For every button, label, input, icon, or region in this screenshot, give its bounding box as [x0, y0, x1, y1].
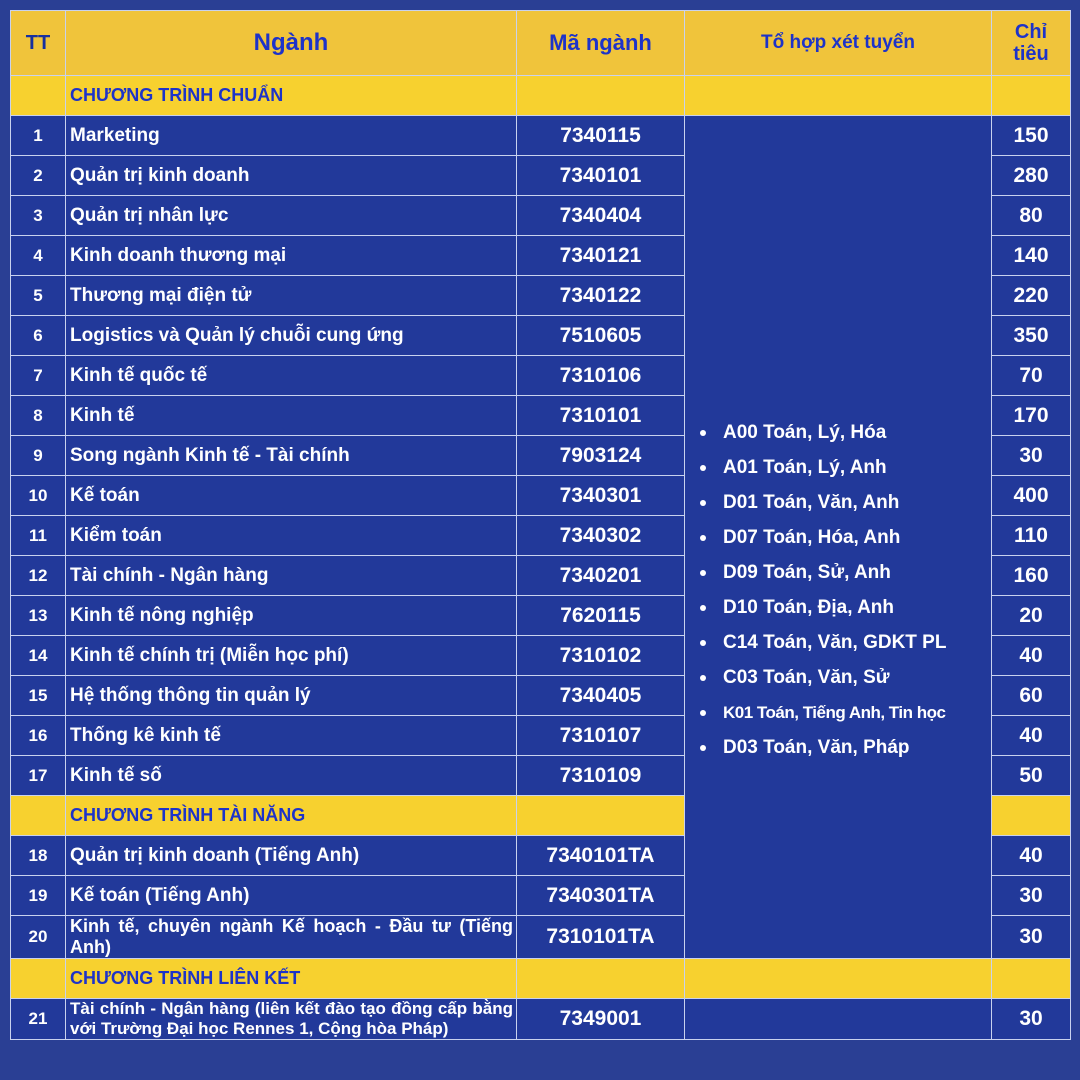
section-cell [685, 959, 992, 999]
section-title: CHƯƠNG TRÌNH CHUẨN [66, 76, 517, 116]
combination-item: D07 Toán, Hóa, Anh [685, 520, 991, 555]
major-quota: 150 [992, 116, 1071, 156]
major-code: 7620115 [517, 596, 685, 636]
major-name: Quản trị kinh doanh [66, 156, 517, 196]
section-cell [11, 959, 66, 999]
row-number: 9 [11, 436, 66, 476]
table-row [11, 999, 1071, 1040]
major-name: Kế toán (Tiếng Anh) [66, 876, 517, 916]
major-quota: 280 [992, 156, 1071, 196]
major-code: 7349001 [517, 999, 685, 1040]
combination-cell-empty [685, 999, 992, 1040]
major-name: Thống kê kinh tế [66, 716, 517, 756]
major-name: Tài chính - Ngân hàng [66, 556, 517, 596]
major-code: 7340302 [517, 516, 685, 556]
admission-table [10, 10, 1071, 1040]
major-name: Tài chính - Ngân hàng (liên kết đào tạo đồng cấp bằng với Trường Đại học Rennes 1, Cộng hòa Pháp) [66, 999, 517, 1040]
major-quota: 220 [992, 276, 1071, 316]
section-cell [685, 76, 992, 116]
row-number: 6 [11, 316, 66, 356]
combination-item: D09 Toán, Sử, Anh [685, 555, 991, 590]
section-title: CHƯƠNG TRÌNH LIÊN KẾT [66, 959, 517, 999]
major-name: Kinh doanh thương mại [66, 236, 517, 276]
major-quota: 40 [992, 836, 1071, 876]
row-number: 15 [11, 676, 66, 716]
major-name: Song ngành Kinh tế - Tài chính [66, 436, 517, 476]
row-number: 1 [11, 116, 66, 156]
row-number: 4 [11, 236, 66, 276]
section-row-chuan [11, 76, 1071, 116]
major-quota: 60 [992, 676, 1071, 716]
major-quota: 20 [992, 596, 1071, 636]
admission-table-container [10, 10, 1070, 1068]
major-code: 7310107 [517, 716, 685, 756]
major-quota: 170 [992, 396, 1071, 436]
major-name: Quản trị kinh doanh (Tiếng Anh) [66, 836, 517, 876]
combination-item: K01 Toán, Tiếng Anh, Tin học [685, 695, 991, 730]
section-cell [992, 796, 1071, 836]
combination-item: D01 Toán, Văn, Anh [685, 485, 991, 520]
header-to-hop: Tổ hợp xét tuyển [685, 11, 992, 76]
major-code: 7340404 [517, 196, 685, 236]
row-number: 10 [11, 476, 66, 516]
major-quota: 160 [992, 556, 1071, 596]
major-quota: 50 [992, 756, 1071, 796]
combination-list [685, 116, 991, 765]
row-number: 5 [11, 276, 66, 316]
row-number: 13 [11, 596, 66, 636]
major-quota: 30 [992, 916, 1071, 959]
major-name: Quản trị nhân lực [66, 196, 517, 236]
header-row [11, 11, 1071, 76]
section-cell [517, 959, 685, 999]
section-cell [992, 959, 1071, 999]
major-name: Kế toán [66, 476, 517, 516]
major-code: 7340101 [517, 156, 685, 196]
row-number: 21 [11, 999, 66, 1040]
header-chi-tieu [992, 11, 1071, 76]
major-name: Kinh tế, chuyên ngành Kế hoạch - Đầu tư (Tiếng Anh) [66, 916, 517, 959]
row-number: 16 [11, 716, 66, 756]
table-row [11, 116, 1071, 156]
major-quota: 70 [992, 356, 1071, 396]
major-code: 7340121 [517, 236, 685, 276]
major-quota: 80 [992, 196, 1071, 236]
row-number: 3 [11, 196, 66, 236]
major-code: 7310102 [517, 636, 685, 676]
combination-item: C03 Toán, Văn, Sử [685, 660, 991, 695]
major-name: Kiểm toán [66, 516, 517, 556]
major-quota: 40 [992, 716, 1071, 756]
major-code: 7340115 [517, 116, 685, 156]
header-chi-tieu-line2: tiêu [1013, 43, 1049, 65]
major-code: 7340201 [517, 556, 685, 596]
major-name: Hệ thống thông tin quản lý [66, 676, 517, 716]
major-name: Thương mại điện tử [66, 276, 517, 316]
major-name: Kinh tế quốc tế [66, 356, 517, 396]
row-number: 19 [11, 876, 66, 916]
major-code: 7903124 [517, 436, 685, 476]
section-cell [11, 796, 66, 836]
major-name: Logistics và Quản lý chuỗi cung ứng [66, 316, 517, 356]
section-row-lien-ket [11, 959, 1071, 999]
header-chi-tieu-line1: Chỉ [1014, 21, 1048, 43]
major-quota: 30 [992, 436, 1071, 476]
combination-item: A01 Toán, Lý, Anh [685, 450, 991, 485]
major-code: 7340301TA [517, 876, 685, 916]
major-name: Kinh tế nông nghiệp [66, 596, 517, 636]
major-code: 7310101 [517, 396, 685, 436]
major-name: Kinh tế [66, 396, 517, 436]
major-name: Marketing [66, 116, 517, 156]
major-name: Kinh tế số [66, 756, 517, 796]
major-code: 7340405 [517, 676, 685, 716]
major-code: 7310109 [517, 756, 685, 796]
combination-item: C14 Toán, Văn, GDKT PL [685, 625, 991, 660]
row-number: 17 [11, 756, 66, 796]
row-number: 2 [11, 156, 66, 196]
header-nganh: Ngành [66, 11, 517, 76]
major-quota: 400 [992, 476, 1071, 516]
combination-item: D03 Toán, Văn, Pháp [685, 730, 991, 765]
combination-cell [685, 116, 992, 959]
major-code: 7310106 [517, 356, 685, 396]
major-quota: 110 [992, 516, 1071, 556]
major-quota: 140 [992, 236, 1071, 276]
major-quota: 30 [992, 876, 1071, 916]
header-ma-nganh: Mã ngành [517, 11, 685, 76]
section-cell [992, 76, 1071, 116]
section-cell [517, 76, 685, 116]
major-quota: 350 [992, 316, 1071, 356]
row-number: 11 [11, 516, 66, 556]
section-title: CHƯƠNG TRÌNH TÀI NĂNG [66, 796, 517, 836]
combination-item: A00 Toán, Lý, Hóa [685, 415, 991, 450]
section-cell [11, 76, 66, 116]
row-number: 8 [11, 396, 66, 436]
row-number: 18 [11, 836, 66, 876]
major-code: 7310101TA [517, 916, 685, 959]
major-name: Kinh tế chính trị (Miễn học phí) [66, 636, 517, 676]
major-quota: 40 [992, 636, 1071, 676]
combination-item: D10 Toán, Địa, Anh [685, 590, 991, 625]
major-quota: 30 [992, 999, 1071, 1040]
major-code: 7510605 [517, 316, 685, 356]
row-number: 20 [11, 916, 66, 959]
row-number: 7 [11, 356, 66, 396]
section-cell [517, 796, 685, 836]
row-number: 14 [11, 636, 66, 676]
row-number: 12 [11, 556, 66, 596]
major-code: 7340122 [517, 276, 685, 316]
major-code: 7340101TA [517, 836, 685, 876]
header-tt: TT [11, 11, 66, 76]
major-code: 7340301 [517, 476, 685, 516]
